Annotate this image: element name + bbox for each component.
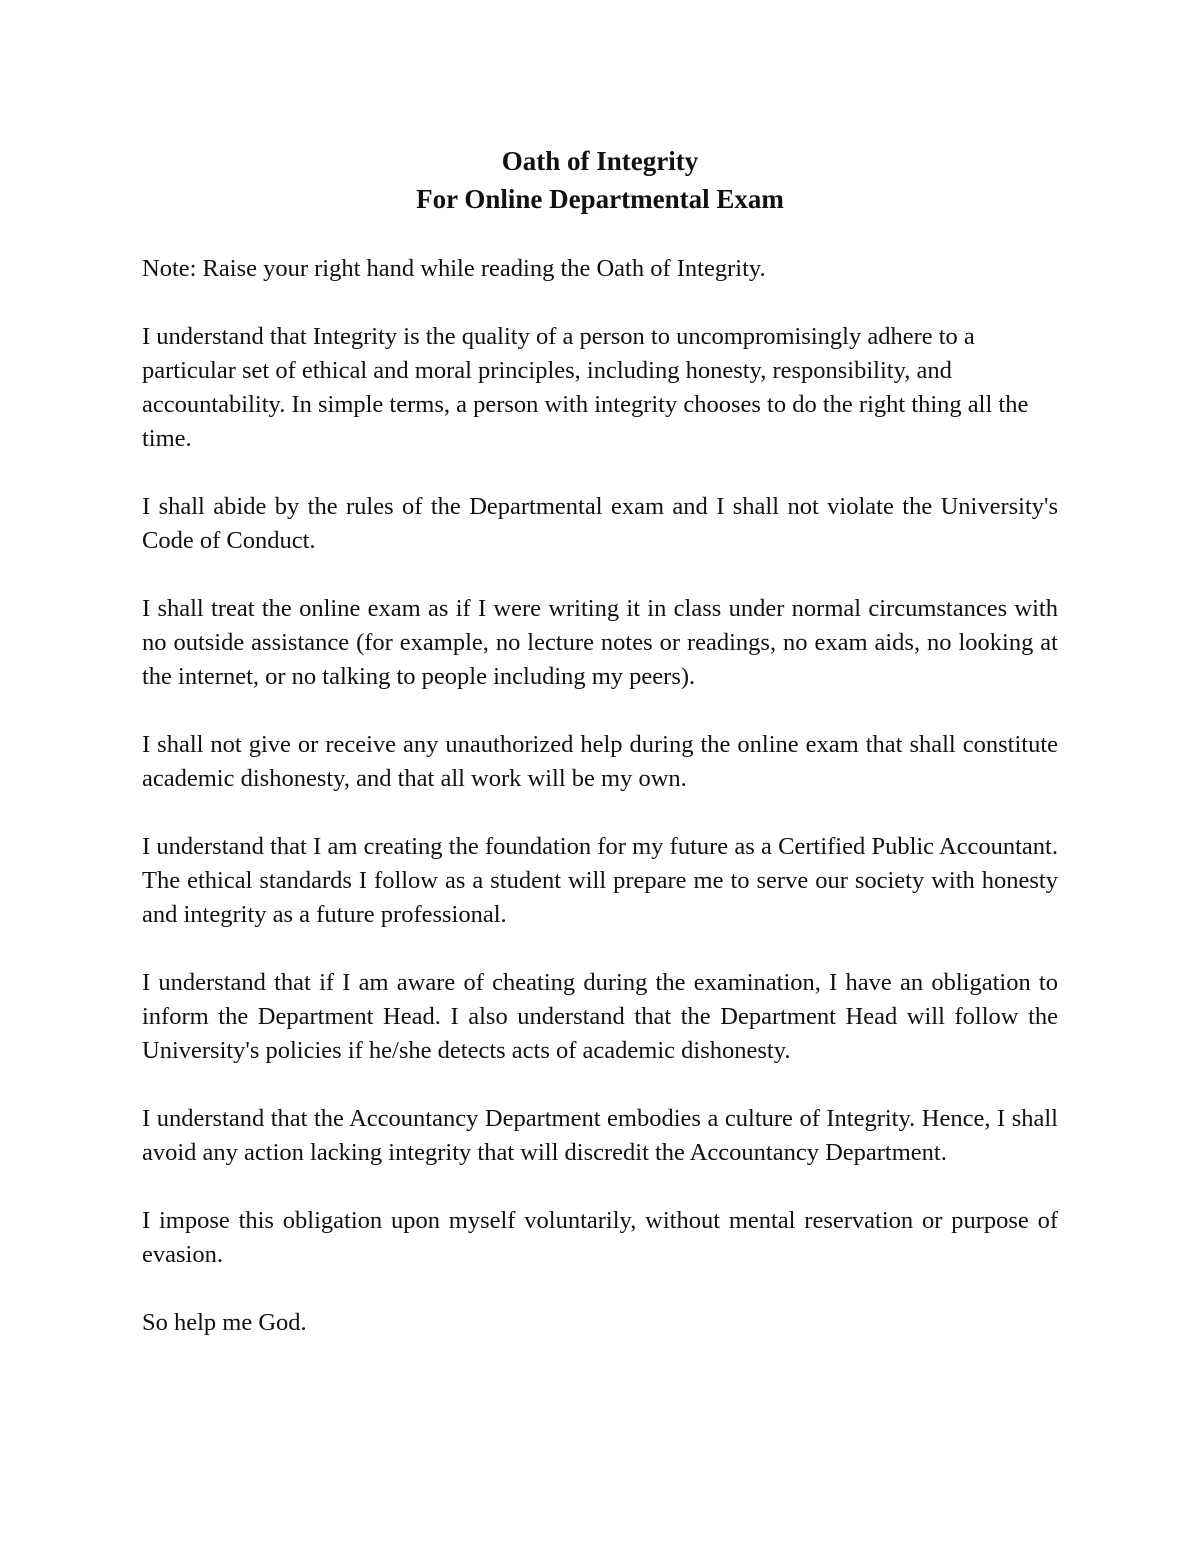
oath-paragraph-no-assistance: I shall treat the online exam as if I were writing it in class under normal circumstances with no outside assistance (for example, no lecture notes or readings, no exam aids, no looking at the internet, or no talking to people including my peers). bbox=[142, 595, 1058, 690]
oath-paragraph-integrity-definition: I understand that Integrity is the quality of a person to uncompromisingly adhere to a particular set of ethical and moral principles, including honesty, responsibility, and accountability. In simple terms, a person with integrity chooses to do the right thing all the time. bbox=[142, 323, 1029, 452]
oath-paragraph-future-cpa: I understand that I am creating the foundation for my future as a Certified Public Accountant. The ethical standards I follow as a student will prepare me to serve our society with honesty and integrity as a future professional. bbox=[142, 833, 1058, 928]
oath-closing: So help me God. bbox=[142, 1309, 307, 1336]
instruction-note: Note: Raise your right hand while reading the Oath of Integrity. bbox=[142, 255, 766, 282]
title-block bbox=[0, 142, 1200, 218]
document-title: Oath of Integrity bbox=[501, 146, 699, 176]
oath-paragraph-no-unauthorized-help: I shall not give or receive any unauthorized help during the online exam that shall constitute academic dishonesty, and that all work will be my own. bbox=[142, 731, 1058, 792]
document-body bbox=[142, 252, 1058, 1374]
oath-paragraph-exam-rules: I shall abide by the rules of the Departmental exam and I shall not violate the University's Code of Conduct. bbox=[142, 493, 1058, 554]
oath-paragraph-voluntary-obligation: I impose this obligation upon myself voluntarily, without mental reservation or purpose of evasion. bbox=[142, 1207, 1058, 1268]
oath-paragraph-report-cheating: I understand that if I am aware of cheating during the examination, I have an obligation to inform the Department Head. I also understand that the Department Head will follow the University's policies if he/she detects acts of academic dishonesty. bbox=[142, 969, 1058, 1064]
oath-paragraph-department-culture: I understand that the Accountancy Department embodies a culture of Integrity. Hence, I shall avoid any action lacking integrity that will discredit the Accountancy Department. bbox=[142, 1105, 1058, 1166]
document-subtitle: For Online Departmental Exam bbox=[416, 184, 784, 214]
